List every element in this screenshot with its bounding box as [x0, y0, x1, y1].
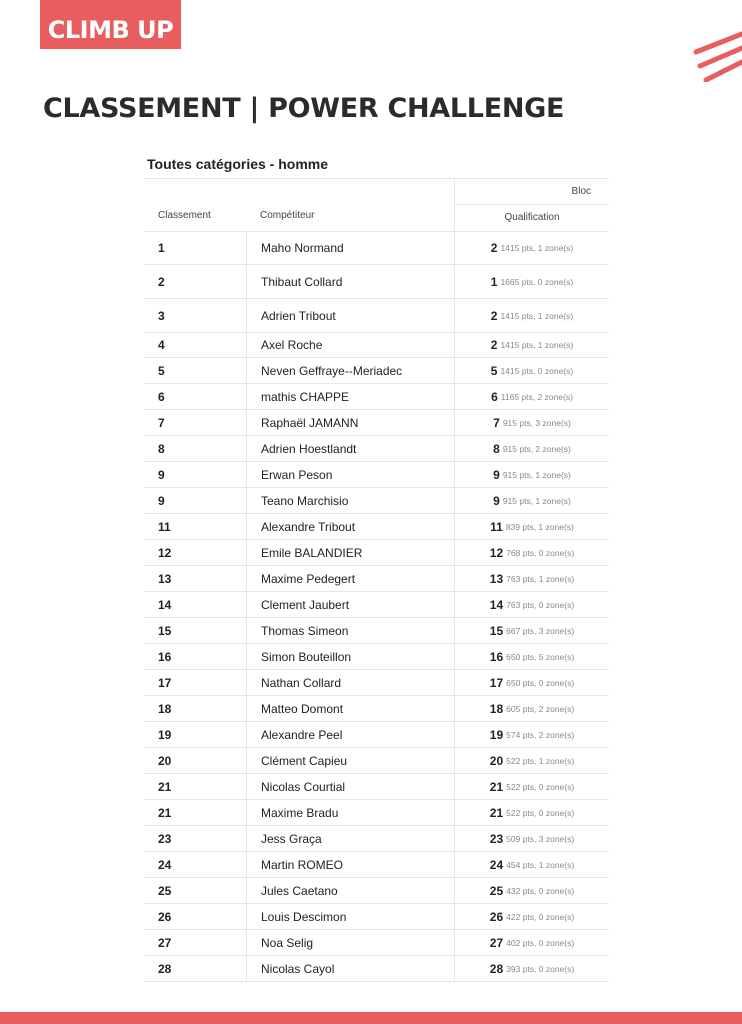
- qualification-cell: [454, 410, 609, 435]
- rank-cell: 11: [158, 519, 171, 534]
- qualification-cell: [454, 333, 609, 357]
- qualification-detail: 402 pts, 0 zone(s): [506, 937, 575, 948]
- table-row: [144, 722, 609, 748]
- table-row: [144, 299, 609, 333]
- rank-cell: 2: [158, 274, 165, 289]
- competitor-cell: Adrien Hoestlandt: [246, 436, 455, 461]
- column-header-rank: Classement: [158, 210, 211, 221]
- competitor-cell: Clément Capieu: [246, 748, 455, 773]
- qualification-rank: 12: [489, 545, 504, 560]
- competitor-cell: Teano Marchisio: [246, 488, 455, 513]
- rank-cell: 12: [158, 545, 172, 560]
- competitor-cell: Nathan Collard: [246, 670, 455, 695]
- qualification-cell: [454, 956, 609, 981]
- rank-cell: 14: [158, 597, 172, 612]
- rank-cell: 24: [158, 857, 172, 872]
- rank-cell: 21: [158, 779, 172, 794]
- table-row: [144, 410, 609, 436]
- rank-cell: 9: [158, 493, 165, 508]
- table-row: [144, 436, 609, 462]
- qualification-cell: [454, 540, 609, 565]
- table-row: [144, 592, 609, 618]
- table-row: [144, 748, 609, 774]
- qualification-detail: 839 pts, 1 zone(s): [505, 521, 574, 532]
- competitor-cell: Maho Normand: [246, 231, 455, 264]
- qualification-cell: [454, 592, 609, 617]
- competitor-cell: Maxime Bradu: [246, 800, 455, 825]
- rank-cell: 25: [158, 883, 172, 898]
- table-row: [144, 956, 609, 982]
- competitor-cell: Adrien Tribout: [246, 299, 455, 332]
- page-title: CLASSEMENT | POWER CHALLENGE: [43, 93, 565, 124]
- competitor-cell: Jess Graça: [246, 826, 455, 851]
- qualification-detail: 432 pts, 0 zone(s): [506, 885, 575, 896]
- rank-cell: 18: [158, 701, 172, 716]
- qualification-detail: 522 pts, 0 zone(s): [506, 781, 575, 792]
- qualification-cell: [454, 384, 609, 409]
- qualification-detail: 915 pts, 1 zone(s): [502, 495, 571, 506]
- header-group-row: [144, 178, 609, 205]
- table-row: [144, 462, 609, 488]
- qualification-detail: 605 pts, 2 zone(s): [506, 703, 575, 714]
- qualification-detail: 1415 pts, 0 zone(s): [500, 365, 574, 376]
- qualification-rank: 9: [493, 467, 500, 482]
- qualification-rank: 20: [489, 753, 504, 768]
- rank-cell: 23: [158, 831, 172, 846]
- rank-cell: 13: [158, 571, 172, 586]
- table-row: [144, 644, 609, 670]
- qualification-rank: 25: [489, 883, 504, 898]
- competitor-cell: Martin ROMEO: [246, 852, 455, 877]
- competitor-cell: Simon Bouteillon: [246, 644, 455, 669]
- qualification-cell: [454, 231, 609, 264]
- rank-cell: 28: [158, 961, 172, 976]
- competitor-cell: Neven Geffraye--Meriadec: [246, 358, 455, 383]
- qualification-cell: [454, 299, 609, 332]
- rank-cell: 8: [158, 441, 165, 456]
- qualification-detail: 1415 pts, 1 zone(s): [500, 242, 574, 253]
- rank-cell: 6: [158, 389, 165, 404]
- header-row: [144, 204, 609, 232]
- qualification-detail: 1665 pts, 0 zone(s): [500, 276, 574, 287]
- qualification-rank: 24: [489, 857, 504, 872]
- table-row: [144, 696, 609, 722]
- qualification-cell: [454, 878, 609, 903]
- qualification-rank: 21: [489, 805, 504, 820]
- qualification-rank: 15: [489, 623, 504, 638]
- rank-cell: 17: [158, 675, 172, 690]
- qualification-detail: 509 pts, 3 zone(s): [506, 833, 575, 844]
- qualification-detail: 574 pts, 2 zone(s): [506, 729, 575, 740]
- qualification-cell: [454, 488, 609, 513]
- qualification-detail: 422 pts, 0 zone(s): [506, 911, 575, 922]
- qualification-cell: [454, 462, 609, 487]
- table-row: [144, 852, 609, 878]
- competitor-cell: Alexandre Peel: [246, 722, 455, 747]
- qualification-rank: 21: [489, 779, 504, 794]
- qualification-cell: [454, 930, 609, 955]
- table-row: [144, 333, 609, 358]
- qualification-detail: 650 pts, 0 zone(s): [506, 677, 575, 688]
- table-row: [144, 774, 609, 800]
- qualification-detail: 915 pts, 2 zone(s): [502, 443, 571, 454]
- bottom-accent-bar: [0, 1012, 742, 1024]
- qualification-cell: [454, 722, 609, 747]
- qualification-cell: [454, 644, 609, 669]
- rank-cell: 3: [158, 308, 165, 323]
- qualification-rank: 2: [490, 308, 498, 323]
- table-row: [144, 826, 609, 852]
- qualification-cell: [454, 265, 609, 298]
- ranking-table: [144, 146, 609, 992]
- table-row: [144, 878, 609, 904]
- table-row: [144, 358, 609, 384]
- competitor-cell: Maxime Pedegert: [246, 566, 455, 591]
- decorative-stripes-icon: [692, 30, 742, 82]
- qualification-cell: [454, 358, 609, 383]
- qualification-cell: [454, 800, 609, 825]
- qualification-rank: 6: [491, 389, 498, 404]
- qualification-detail: 1165 pts, 2 zone(s): [500, 391, 573, 402]
- qualification-rank: 1: [490, 274, 498, 289]
- rank-cell: 21: [158, 805, 172, 820]
- qualification-rank: 7: [493, 415, 500, 430]
- qualification-rank: 11: [490, 519, 503, 534]
- qualification-rank: 5: [490, 363, 498, 378]
- qualification-rank: 19: [489, 727, 504, 742]
- qualification-detail: 768 pts, 0 zone(s): [506, 547, 575, 558]
- qualification-cell: [454, 670, 609, 695]
- qualification-cell: [454, 748, 609, 773]
- header-group-bloc: Bloc: [454, 179, 609, 205]
- qualification-detail: 393 pts, 0 zone(s): [506, 963, 575, 974]
- column-header-competitor: Compétiteur: [260, 210, 315, 221]
- competitor-cell: Alexandre Tribout: [246, 514, 455, 539]
- category-title: Toutes catégories - homme: [147, 156, 329, 172]
- table-row: [144, 930, 609, 956]
- qualification-rank: 18: [489, 701, 504, 716]
- table-row: [144, 265, 609, 299]
- qualification-detail: 1415 pts, 1 zone(s): [500, 310, 574, 321]
- qualification-cell: [454, 566, 609, 591]
- competitor-cell: Thomas Simeon: [246, 618, 455, 643]
- qualification-detail: 522 pts, 1 zone(s): [506, 755, 575, 766]
- qualification-rank: 8: [493, 441, 500, 456]
- table-row: [144, 566, 609, 592]
- competitor-cell: Nicolas Cayol: [246, 956, 455, 981]
- rank-cell: 5: [158, 363, 165, 378]
- qualification-detail: 915 pts, 1 zone(s): [502, 469, 571, 480]
- competitor-cell: Thibaut Collard: [246, 265, 455, 298]
- rank-cell: 9: [158, 467, 165, 482]
- qualification-rank: 28: [489, 961, 504, 976]
- competitor-cell: Jules Caetano: [246, 878, 455, 903]
- qualification-detail: 1415 pts, 1 zone(s): [500, 340, 574, 350]
- competitor-cell: Emile BALANDIER: [246, 540, 455, 565]
- table-row: [144, 618, 609, 644]
- competitor-cell: Axel Roche: [246, 333, 455, 357]
- competitor-cell: Noa Selig: [246, 930, 455, 955]
- qualification-rank: 26: [489, 909, 504, 924]
- qualification-cell: [454, 618, 609, 643]
- column-header-qualification: Qualification: [454, 204, 609, 231]
- table-row: [144, 231, 609, 265]
- rank-cell: 4: [158, 338, 165, 352]
- qualification-cell: [454, 826, 609, 851]
- competitor-cell: Louis Descimon: [246, 904, 455, 929]
- rank-cell: 7: [158, 415, 165, 430]
- qualification-cell: [454, 904, 609, 929]
- rank-cell: 26: [158, 909, 172, 924]
- rank-cell: 20: [158, 753, 172, 768]
- competitor-cell: Erwan Peson: [246, 462, 455, 487]
- qualification-rank: 14: [489, 597, 504, 612]
- rank-cell: 1: [158, 240, 165, 255]
- rank-cell: 16: [158, 649, 172, 664]
- table-row: [144, 540, 609, 566]
- qualification-rank: 2: [490, 338, 498, 352]
- brand-logo: CLIMB UP: [40, 0, 181, 49]
- rank-cell: 19: [158, 727, 172, 742]
- qualification-rank: 17: [489, 675, 504, 690]
- qualification-rank: 16: [489, 649, 504, 664]
- qualification-detail: 763 pts, 0 zone(s): [506, 599, 575, 610]
- qualification-cell: [454, 514, 609, 539]
- qualification-rank: 23: [489, 831, 504, 846]
- rank-cell: 27: [158, 935, 172, 950]
- competitor-cell: Clement Jaubert: [246, 592, 455, 617]
- qualification-detail: 763 pts, 1 zone(s): [506, 573, 575, 584]
- competitor-cell: Nicolas Courtial: [246, 774, 455, 799]
- qualification-cell: [454, 852, 609, 877]
- qualification-detail: 454 pts, 1 zone(s): [506, 859, 575, 870]
- qualification-cell: [454, 774, 609, 799]
- table-row: [144, 514, 609, 540]
- table-row: [144, 488, 609, 514]
- qualification-detail: 915 pts, 3 zone(s): [502, 417, 571, 428]
- table-row: [144, 670, 609, 696]
- qualification-detail: 667 pts, 3 zone(s): [506, 625, 575, 636]
- qualification-rank: 13: [489, 571, 504, 586]
- qualification-rank: 2: [490, 240, 498, 255]
- qualification-cell: [454, 696, 609, 721]
- rank-cell: 15: [158, 623, 172, 638]
- table-row: [144, 384, 609, 410]
- competitor-cell: Matteo Domont: [246, 696, 455, 721]
- qualification-rank: 9: [493, 493, 500, 508]
- qualification-detail: 650 pts, 5 zone(s): [506, 651, 575, 662]
- competitor-cell: Raphaël JAMANN: [246, 410, 455, 435]
- competitor-cell: mathis CHAPPE: [246, 384, 455, 409]
- table-row: [144, 800, 609, 826]
- qualification-cell: [454, 436, 609, 461]
- qualification-detail: 522 pts, 0 zone(s): [506, 807, 575, 818]
- qualification-rank: 27: [489, 935, 504, 950]
- table-row: [144, 904, 609, 930]
